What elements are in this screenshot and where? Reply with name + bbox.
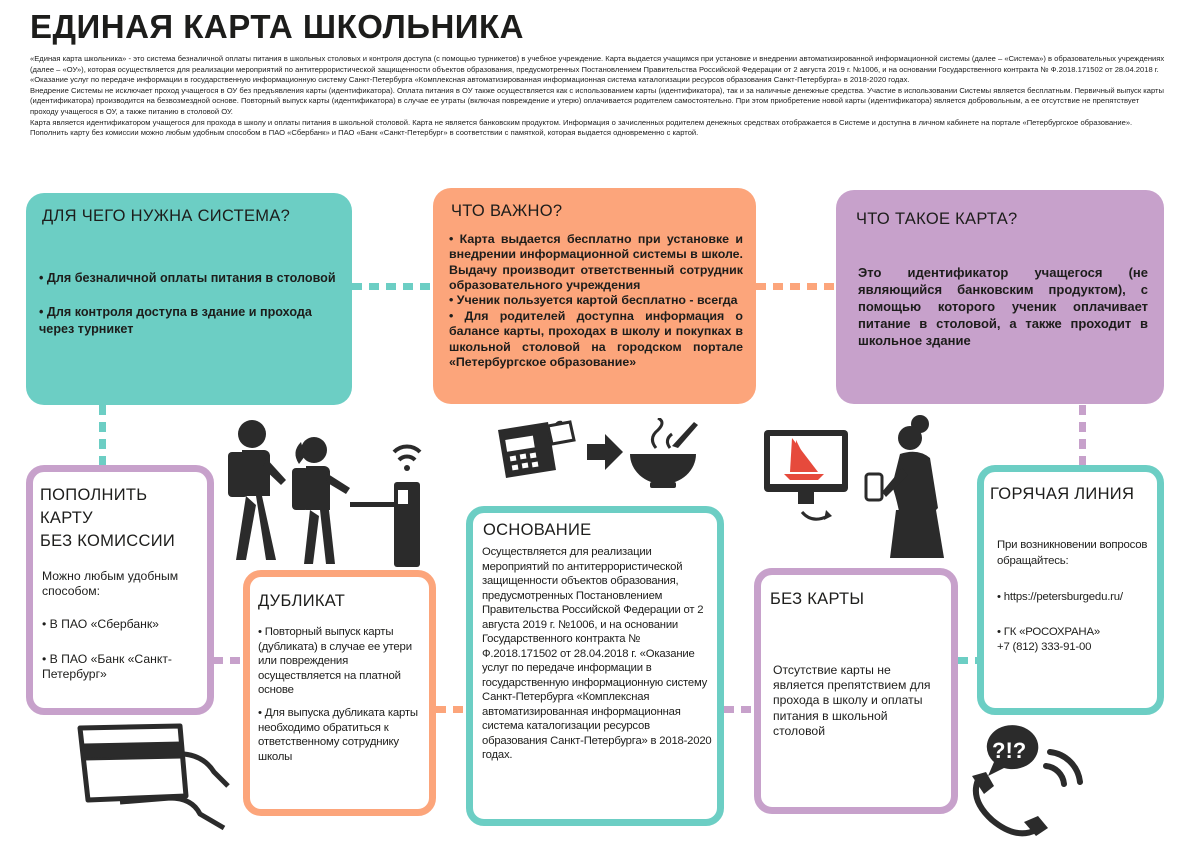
- topup-card: [26, 465, 214, 715]
- basis-card: [466, 506, 724, 826]
- topup-item: • В ПАО «Сбербанк»: [42, 617, 159, 631]
- arrow-right-icon: [585, 432, 625, 472]
- parent-phone-icon: [848, 410, 953, 560]
- no-card-text: Отсутствие карты не является препятствием для прохода в школу и оплаты питания в школьной столовой: [773, 663, 931, 738]
- intro-paragraph: Внедрение Системы не исключает проход учащегося в ОУ без предъявления карты (идентификатора). Оплата питания в ОУ также осуществляется как с использованием карты (идентификатора), так и за наличные денежные средства. Участие в использовании Системы является бесплатным. Первичный выпуск карты (идентификатора) производится на безвозмездной основе. Повторный выпуск карты (идентификатора) в случае ее утраты (включая повреждение и утерю) оплачивается родителем самостоятельно. При этом приобретение новой карты (идентификатора) является добровольным, а ее отсутствие не препятствует проходу учащегося в ОУ, а также питанию в столовой ОУ.: [30, 85, 1164, 116]
- important-card: [433, 188, 756, 404]
- hotline-org: • ГК «РОСОХРАНА»: [997, 626, 1100, 638]
- topup-heading-line: ПОПОЛНИТЬ: [40, 486, 148, 504]
- duplicate-card: [243, 570, 436, 816]
- hotline-url[interactable]: • https://petersburgedu.ru/: [997, 591, 1123, 603]
- hotline-phone[interactable]: +7 (812) 333-91-00: [997, 641, 1092, 653]
- monitor-icon: [762, 418, 852, 528]
- connector-dash: [99, 405, 106, 465]
- important-item: • Ученик пользуется картой бесплатно - всегда: [449, 293, 738, 307]
- no-card-card: [754, 568, 958, 814]
- hotline-heading: ГОРЯЧАЯ ЛИНИЯ: [990, 485, 1135, 503]
- question-bubble-text: ?!?: [992, 738, 1027, 763]
- duplicate-item: • Повторный выпуск карты (дубликата) в случае ее утери или повреждения осуществляется на платной основе: [258, 626, 412, 697]
- intro-text: [30, 54, 1165, 139]
- phone-question-icon: [968, 718, 1118, 838]
- duplicate-item: • Для выпуска дубликата карты необходимо обратиться к ответственному сотруднику школы: [258, 707, 418, 763]
- topup-item: • В ПАО «Банк «Санкт-Петербург»: [42, 652, 172, 682]
- hotline-lead: При возникновении вопросов обращайтесь:: [997, 539, 1148, 567]
- why-system-heading: ДЛЯ ЧЕГО НУЖНА СИСТЕМА?: [42, 207, 291, 225]
- important-heading: ЧТО ВАЖНО?: [451, 202, 563, 220]
- page-title: ЕДИНАЯ КАРТА ШКОЛЬНИКА: [30, 8, 524, 45]
- connector-dash: [958, 657, 978, 664]
- connector-dash: [436, 706, 466, 713]
- why-item: • Для контроля доступа в здание и прохода через турникет: [39, 305, 312, 336]
- what-card-heading: ЧТО ТАКОЕ КАРТА?: [856, 210, 1018, 228]
- duplicate-heading: ДУБЛИКАТ: [258, 592, 346, 610]
- what-card-card: [836, 190, 1164, 404]
- students-turnstile-icon: [222, 412, 437, 572]
- connector-dash: [352, 283, 432, 290]
- important-item: • Карта выдается бесплатно при установке и внедрении информационной системы в школе. Выдачу производит ответственный сотрудник образовательного учреждения: [449, 232, 743, 293]
- soup-bowl-icon: [626, 418, 701, 493]
- basis-text: Осуществляется для реализации мероприятий по антитеррористической защищенности объектов образования, предусмотренных Постановлением Правительства Российской Федерации от 2 августа 2019 г. №1006, и на основании Государственного контракта № Ф.2018.171502 от 28.04.2018 г. «Оказание услуг по передаче информации в государственную информационную систему Санкт-Петербурга «Комплексная автоматизированная информационная система каталогизации ресурсов образования Санкт-Петербурга» в 2018-2020 годах.: [482, 546, 712, 761]
- payment-terminal-icon: [478, 418, 588, 493]
- connector-dash: [213, 657, 243, 664]
- why-item: • Для безналичной оплаты питания в столовой: [39, 271, 336, 285]
- intro-paragraph: «Единая карта школьника» - это система безналичной оплаты питания в школьных столовых и контроля доступа (с помощью турникетов) в учебное учреждение. Карта выдается учащимся при установке и внедрении автоматизированной информационной системы (далее – «Система») в образовательных учреждениях (далее – «ОУ»), которая осуществляется для реализации мероприятий по антитеррористической защищенности объектов образования, предусмотренных Постановлением Правительства Российской Федерации от 2 августа 2019 г. №1006, и на основании Государственного контракта № Ф.2018.171502 от 28.04.2018 г. «Оказание услуг по передаче информации в государственную информационную систему Санкт-Петербурга «Комплексная автоматизированная информационная система каталогизации ресурсов образования Санкт-Петербурга» в 2018-2020 годах.: [30, 54, 1165, 85]
- hand-card-icon: [60, 718, 230, 838]
- connector-dash: [756, 283, 836, 290]
- no-card-heading: БЕЗ КАРТЫ: [770, 590, 865, 608]
- connector-dash: [724, 706, 754, 713]
- important-item: • Для родителей доступна информация о балансе карты, проходах в школу и покупках в школьной столовой на городском портале «Петербургское образование»: [449, 309, 743, 370]
- topup-lead: Можно любым удобным способом:: [42, 569, 179, 599]
- topup-heading: [40, 484, 175, 553]
- why-system-card: [26, 193, 352, 405]
- basis-heading: ОСНОВАНИЕ: [483, 521, 592, 539]
- what-card-text: Это идентификатор учащегося (не являющийся банковским продуктом), с помощью которого ученик оплачивает питание в столовой, а также проходит в школьное здание: [858, 265, 1148, 348]
- intro-paragraph: Карта является идентификатором учащегося для прохода в школу и оплаты питания в школьной столовой. Карта не является банковским продуктом. Информация о зачисленных родителем денежных средствах отображается в Системе и доступна в личном кабинете на портале «Петербургское образование». Пополнить карту без комиссии можно любым удобным способом в ПАО «Сбербанк» и ПАО «Банк «Санкт-Петербург» в соответствии с памяткой, которая выдается одновременно с картой.: [30, 117, 1133, 138]
- connector-dash: [1079, 405, 1086, 465]
- topup-heading-line: КАРТУ: [40, 509, 93, 527]
- hotline-card: [977, 465, 1164, 715]
- topup-heading-line: БЕЗ КОМИССИИ: [40, 532, 176, 550]
